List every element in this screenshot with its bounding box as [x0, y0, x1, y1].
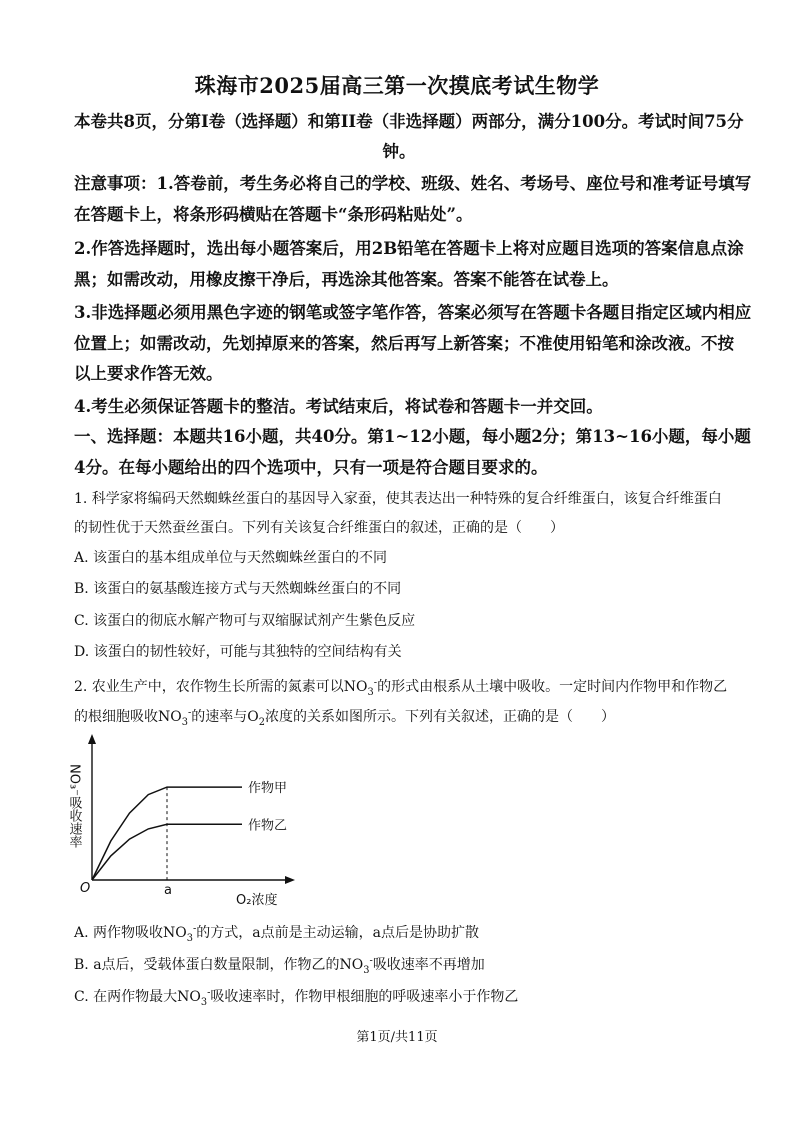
q1-option-a: A. 该蛋白的基本组成单位与天然蜘蛛丝蛋白的不同: [74, 550, 388, 566]
section-line-2: 4分。在每小题给出的四个选项中，只有一项是符合题目要求的。: [74, 458, 548, 477]
q2-option-c: C. 在两作物最大$NO_3^-$吸收速率时，作物甲根细胞的呼吸速率小于作物乙: [74, 987, 519, 1008]
y-axis-arrow: [88, 734, 96, 744]
page-title: 珠海市2025届高三第一次摸底考试生物学: [194, 73, 600, 98]
note-1b: 在答题卡上，将条形码横贴在答题卡“条形码粘贴处”。: [74, 205, 473, 224]
section-line-1: 一、选择题：本题共16小题，共40分。第1~12小题，每小题2分；第13~16小题，每小题: [74, 427, 751, 446]
q1-option-b: B. 该蛋白的氨基酸连接方式与天然蜘蛛丝蛋白的不同: [74, 581, 402, 597]
q2-option-a: A. 两作物吸收$NO_3^-$的方式，a点前是主动运输，a点后是协助扩散: [74, 923, 479, 944]
note-3a: 3.非选择题必须用黑色字迹的钢笔或签字笔作答，答案必须写在答题卡各题目指定区域内相应: [74, 303, 752, 322]
a-tick-label: a: [164, 883, 172, 898]
intro-line-1: 本卷共8页，分第I卷（选择题）和第II卷（非选择题）两部分，满分100分。考试时间75分: [74, 112, 744, 131]
series-label-2: 作物乙: [248, 818, 288, 834]
q2-stem-2: 的根细胞吸收$NO_3^-$的速率与$O_2$浓度的关系如图所示。下列有关叙述，正确的是（ ）: [74, 707, 615, 728]
note-3b: 位置上；如需改动，先划掉原来的答案，然后再写上新答案；不准使用铅笔和涂改液。不按: [74, 334, 734, 353]
intro-line-2: 钟。: [382, 142, 416, 161]
series-label-1: 作物甲: [248, 781, 288, 797]
q2-stem-1: 2. 农业生产中，农作物生长所需的氮素可以$NO_3^-$的形式由根系从土壤中吸收。一定时间内作物甲和作物乙: [74, 677, 728, 698]
x-axis-arrow: [285, 876, 295, 884]
q1-stem-1: 1. 科学家将编码天然蜘蛛丝蛋白的基因导入家蚕，使其表达出一种特殊的复合纤维蛋白，该复合纤维蛋白: [74, 491, 722, 507]
uptake-rate-chart: [64, 730, 394, 910]
y-axis-label: NO₃⁻吸收速率: [66, 764, 82, 849]
q2-option-b: B. a点后，受载体蛋白数量限制，作物乙的$NO_3^-$吸收速率不再增加: [74, 955, 485, 976]
q1-stem-2: 的韧性优于天然蚕丝蛋白。下列有关该复合纤维蛋白的叙述，正确的是（ ）: [74, 520, 564, 536]
note-3c: 以上要求作答无效。: [74, 364, 223, 383]
series-group: [92, 780, 287, 880]
page-footer: 第1页/共11页: [356, 1030, 438, 1045]
q1-option-d: D. 该蛋白的韧性较好，可能与其独特的空间结构有关: [74, 644, 402, 660]
q1-option-c: C. 该蛋白的彻底水解产物可与双缩脲试剂产生紫色反应: [74, 613, 416, 629]
note-4: 4.考生必须保证答题卡的整洁。考试结束后，将试卷和答题卡一并交回。: [74, 397, 603, 416]
note-2b: 黑；如需改动，用橡皮擦干净后，再选涂其他答案。答案不能答在试卷上。: [74, 270, 619, 289]
x-axis-label: O₂浓度: [236, 893, 278, 908]
origin-label: O: [80, 881, 91, 896]
note-1a: 注意事项：1.答卷前，考生务必将自己的学校、班级、姓名、考场号、座位号和准考证号填写: [74, 174, 752, 193]
note-2a: 2.作答选择题时，选出每小题答案后，用2B铅笔在答题卡上将对应题目选项的答案信息点涂: [74, 239, 744, 258]
